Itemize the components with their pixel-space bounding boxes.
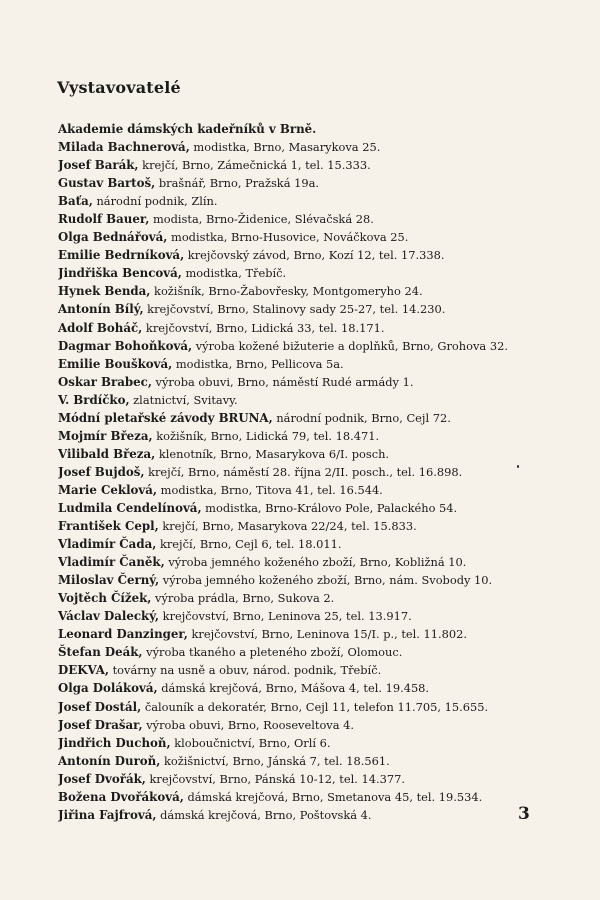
exhibitor-details: modistka, Brno-Husovice, Nováčkova 25. (167, 230, 409, 245)
exhibitor-name: Václav Dalecký, (58, 609, 160, 624)
exhibitor-name: Vladimír Čada, (58, 537, 157, 552)
exhibitor-entry (58, 246, 598, 264)
exhibitor-name: DEKVA, (58, 663, 109, 678)
exhibitor-entry (58, 734, 598, 752)
exhibitor-details: kloboučnictví, Brno, Orlí 6. (170, 735, 331, 750)
exhibitor-details: krejčovství, Brno, Stalinovy sady 25-27, tel. 14.230. (143, 302, 446, 317)
exhibitor-details: výroba kožené bižuterie a doplňků, Brno, Grohova 32. (192, 338, 508, 353)
exhibitor-name: Josef Dostál, (58, 699, 142, 714)
exhibitor-name: Josef Barák, (58, 158, 139, 173)
exhibitor-details: továrny na usně a obuv, národ. podnik, Třebíč. (108, 663, 382, 678)
exhibitor-name: Antonín Duroň, (58, 753, 161, 768)
exhibitor-name: Oskar Brabec, (58, 374, 152, 389)
exhibitor-entry (58, 192, 598, 210)
exhibitor-name: Josef Drašar, (58, 717, 143, 732)
exhibitor-details: brašnář, Brno, Pražská 19a. (155, 176, 320, 191)
exhibitor-name: Antonín Bílý, (58, 302, 144, 317)
exhibitor-name: Adolf Boháč, (58, 320, 143, 335)
exhibitor-details: dámská krejčová, Brno, Poštovská 4. (156, 807, 372, 822)
exhibitor-entry (58, 264, 598, 282)
exhibitor-details: výroba tkaného a pleteného zboží, Olomouc. (142, 645, 403, 660)
exhibitor-name: Baťa, (58, 194, 93, 209)
exhibitor-name: Josef Bujdoš, (58, 464, 145, 479)
exhibitor-entry (58, 282, 598, 300)
exhibitor-entry (58, 409, 598, 427)
exhibitor-details: výroba jemného koženého zboží, Brno, nám. Svobody 10. (159, 573, 493, 588)
exhibitor-name: Olga Bednářová, (58, 230, 168, 245)
exhibitor-name: Mojmír Březa, (58, 428, 153, 443)
exhibitor-name: Milada Bachnerová, (58, 140, 190, 155)
print-speck (517, 465, 519, 468)
exhibitor-entry (58, 806, 598, 824)
exhibitor-details: krejčí, Brno, Masarykova 22/24, tel. 15.833. (158, 519, 417, 534)
exhibitor-entry (58, 445, 598, 463)
exhibitor-details: modistka, Brno-Královo Pole, Palackého 54. (201, 500, 458, 515)
exhibitor-details: národní podnik, Brno, Cejl 72. (272, 410, 451, 425)
exhibitor-name: Rudolf Bauer, (58, 212, 150, 227)
exhibitor-name: Jindřiška Bencová, (58, 266, 182, 281)
exhibitor-details: krejčovství, Brno, Pánská 10-12, tel. 14.377. (145, 771, 405, 786)
exhibitor-name: František Cepl, (58, 519, 159, 534)
exhibitor-entry (58, 156, 598, 174)
exhibitor-name: Josef Dvořák, (58, 771, 146, 786)
exhibitor-name: Leonard Danzinger, (58, 627, 188, 642)
exhibitor-details: modistka, Brno, Masarykova 25. (189, 140, 381, 155)
exhibitor-entry (58, 337, 598, 355)
exhibitor-name: Akademie dámských kadeřníků v Brně. (58, 122, 317, 136)
exhibitor-entry (58, 391, 598, 409)
exhibitor-entry (58, 319, 598, 337)
exhibitor-details: modistka, Brno, Titova 41, tel. 16.544. (157, 482, 383, 497)
page-number: 3 (518, 804, 530, 824)
exhibitor-entry (58, 589, 598, 607)
exhibitor-entry (58, 770, 598, 788)
exhibitor-name: Marie Ceklová, (58, 482, 158, 497)
exhibitor-name: Vladimír Čaněk, (58, 555, 165, 570)
exhibitor-entry (58, 427, 598, 445)
exhibitor-details: modista, Brno-Židenice, Slévačská 28. (149, 212, 374, 227)
exhibitor-details: výroba jemného koženého zboží, Brno, Kobližná 10. (164, 555, 467, 570)
exhibitor-entry (58, 499, 598, 517)
exhibitor-entry (58, 698, 598, 716)
exhibitor-details: výroba obuvi, Brno, Rooseveltova 4. (142, 717, 355, 732)
exhibitor-entry (58, 228, 598, 246)
exhibitor-name: V. Brdíčko, (58, 392, 130, 407)
exhibitor-details: dámská krejčová, Brno, Mášova 4, tel. 19.458. (157, 681, 430, 696)
exhibitor-name: Módní pletařské závody BRUNA, (58, 410, 273, 425)
exhibitor-details: modistka, Třebíč. (181, 266, 287, 281)
exhibitor-entry (58, 571, 598, 589)
exhibitor-entry (58, 752, 598, 770)
exhibitor-name: Vilibald Březa, (58, 446, 156, 461)
exhibitor-entry (58, 120, 598, 138)
exhibitor-entry (58, 210, 598, 228)
exhibitor-details: krejčovský závod, Brno, Kozí 12, tel. 17.338. (184, 248, 445, 263)
exhibitor-name: Jindřich Duchoň, (58, 735, 171, 750)
exhibitor-name: Dagmar Bohoňková, (58, 338, 193, 353)
exhibitor-details: národní podnik, Zlín. (92, 194, 218, 209)
exhibitor-entry (58, 625, 598, 643)
exhibitor-name: Emilie Bedrníková, (58, 248, 185, 263)
exhibitor-entry (58, 481, 598, 499)
exhibitor-details: klenotník, Brno, Masarykova 6/I. posch. (155, 446, 390, 461)
exhibitor-entry (58, 535, 598, 553)
exhibitor-entry (58, 355, 598, 373)
exhibitor-details: dámská krejčová, Brno, Smetanova 45, tel. 19.534. (183, 789, 483, 804)
exhibitor-details: kožišník, Brno, Lidická 79, tel. 18.471. (152, 428, 380, 443)
exhibitor-details: čalouník a dekoratér, Brno, Cejl 11, telefon 11.705, 15.655. (141, 699, 489, 714)
exhibitor-details: krejčí, Brno, Cejl 6, tel. 18.011. (156, 537, 342, 552)
exhibitor-entry (58, 679, 598, 697)
exhibitor-name: Emilie Boušková, (58, 356, 173, 371)
exhibitor-entry (58, 643, 598, 661)
exhibitor-details: kožišnictví, Brno, Jánská 7, tel. 18.561. (160, 753, 390, 768)
exhibitor-entry (58, 716, 598, 734)
exhibitor-entry (58, 788, 598, 806)
exhibitor-details: krejčovství, Brno, Lidická 33, tel. 18.171. (142, 320, 385, 335)
exhibitor-entry (58, 373, 598, 391)
exhibitor-details: zlatnictví, Svitavy. (129, 392, 238, 407)
exhibitor-name: Vojtěch Čížek, (58, 591, 152, 606)
exhibitor-entry (58, 517, 598, 535)
exhibitor-details: kožišník, Brno-Žabovřesky, Montgomeryho 24. (150, 284, 423, 299)
exhibitor-entry (58, 174, 598, 192)
exhibitor-details: krejčí, Brno, Zámečnická 1, tel. 15.333. (138, 158, 371, 173)
exhibitor-name: Gustav Bartoš, (58, 176, 156, 191)
exhibitor-name: Hynek Benda, (58, 284, 151, 299)
exhibitor-entry (58, 607, 598, 625)
exhibitor-name: Olga Doláková, (58, 681, 158, 696)
exhibitor-entry (58, 661, 598, 679)
exhibitor-details: krejčovství, Brno, Leninova 15/I. p., tel. 11.802. (187, 627, 468, 642)
exhibitor-details: modistka, Brno, Pellicova 5a. (172, 356, 344, 371)
exhibitor-details: výroba obuvi, Brno, náměstí Rudé armády 1. (151, 374, 414, 389)
page-title: Vystavovatelé (57, 78, 181, 97)
exhibitor-name: Štefan Deák, (58, 645, 143, 660)
exhibitor-entry (58, 138, 598, 156)
exhibitor-name: Miloslav Černý, (58, 573, 160, 588)
exhibitor-entry (58, 300, 598, 318)
exhibitor-name: Ludmila Cendelínová, (58, 500, 202, 515)
exhibitor-details: výroba prádla, Brno, Sukova 2. (151, 591, 335, 606)
exhibitor-list (58, 120, 598, 824)
exhibitor-details: krejčí, Brno, náměstí 28. října 2/II. posch., tel. 16.898. (144, 464, 463, 479)
exhibitor-name: Jiřina Fajfrová, (58, 807, 157, 822)
exhibitor-details: krejčovství, Brno, Leninova 25, tel. 13.917. (159, 609, 412, 624)
exhibitor-entry (58, 553, 598, 571)
exhibitor-name: Božena Dvořáková, (58, 789, 184, 804)
